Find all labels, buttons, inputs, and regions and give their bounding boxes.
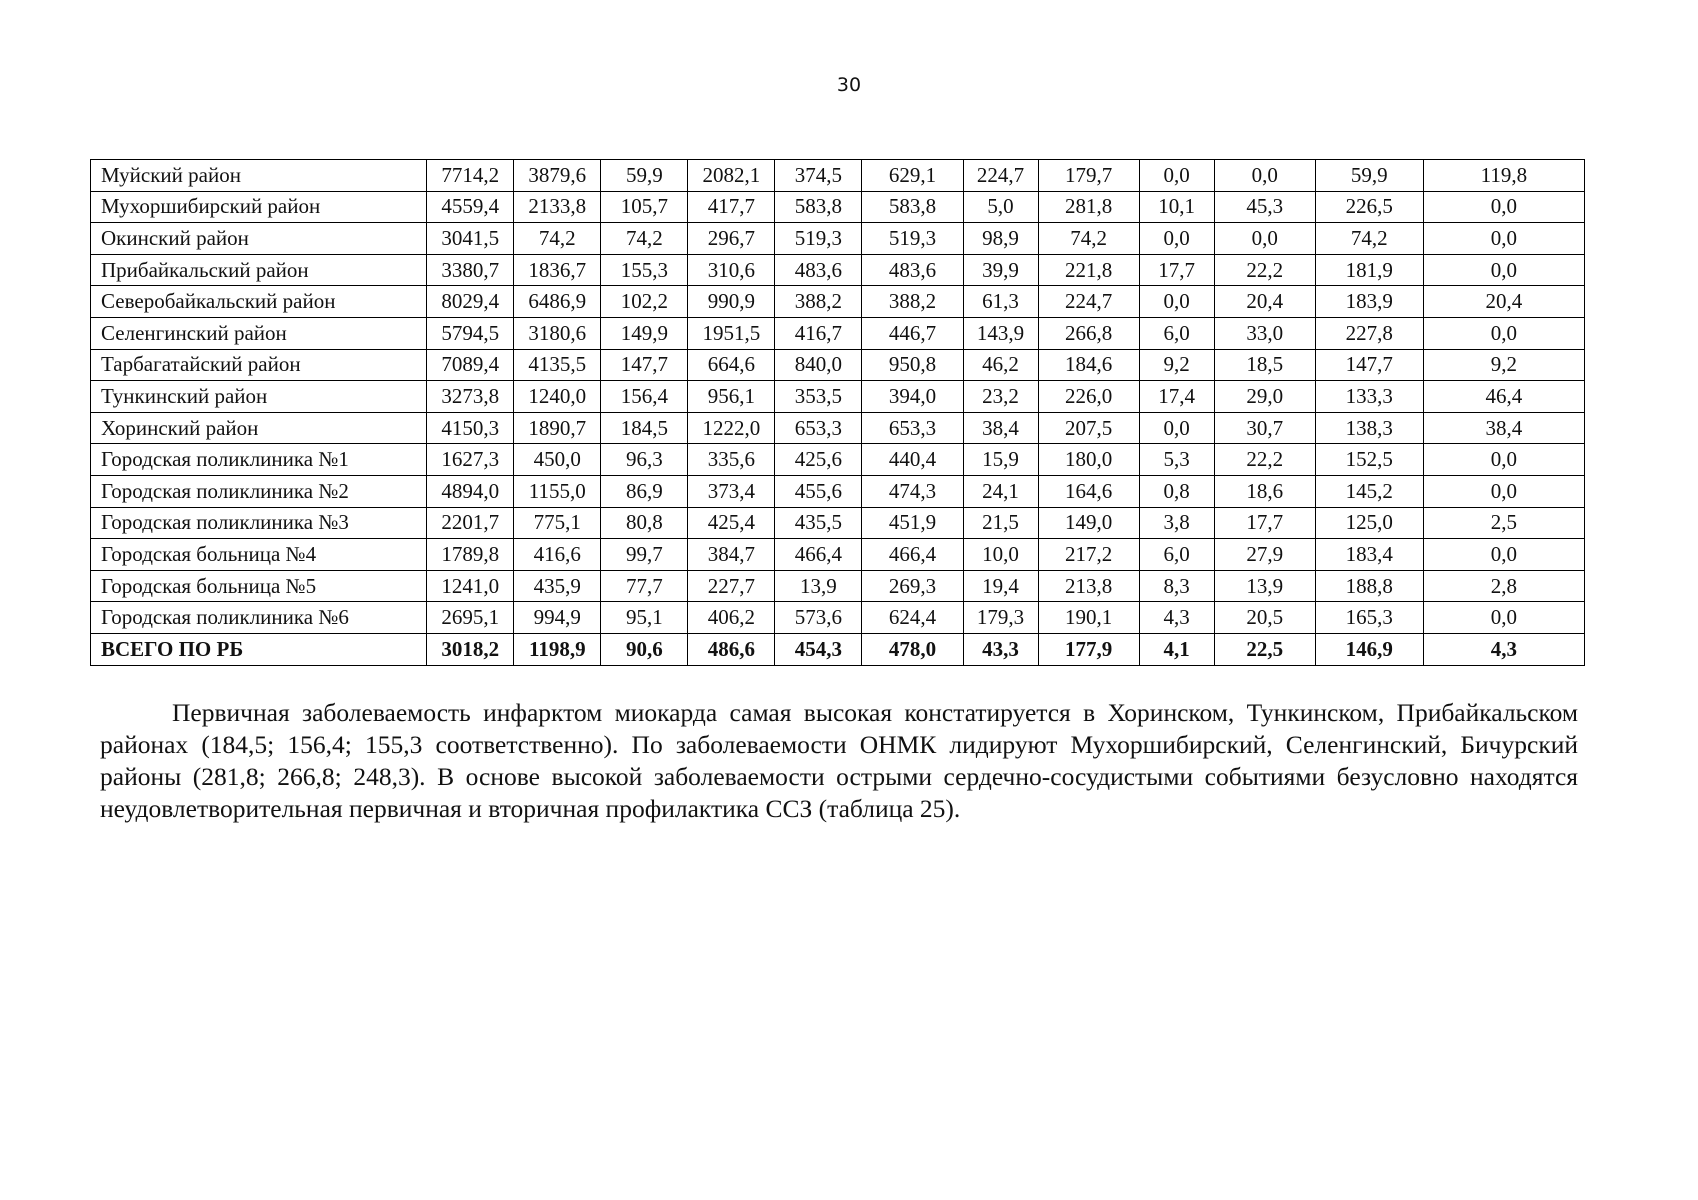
value-cell: 86,9 [601, 475, 688, 507]
value-cell: 994,9 [514, 602, 601, 634]
value-cell: 95,1 [601, 602, 688, 634]
value-cell: 156,4 [601, 381, 688, 413]
value-cell: 99,7 [601, 539, 688, 571]
total-name-cell: ВСЕГО ПО РБ [91, 633, 427, 665]
value-cell: 573,6 [775, 602, 862, 634]
value-cell: 221,8 [1038, 254, 1139, 286]
value-cell: 4135,5 [514, 349, 601, 381]
value-cell: 8,3 [1139, 570, 1214, 602]
value-cell: 147,7 [1315, 349, 1423, 381]
value-cell: 384,7 [688, 539, 775, 571]
value-cell: 119,8 [1423, 160, 1584, 192]
value-cell: 2082,1 [688, 160, 775, 192]
value-cell: 149,9 [601, 317, 688, 349]
value-cell: 9,2 [1423, 349, 1584, 381]
value-cell: 1155,0 [514, 475, 601, 507]
value-cell: 446,7 [862, 317, 963, 349]
value-cell: 224,7 [1038, 286, 1139, 318]
value-cell: 22,2 [1214, 444, 1315, 476]
value-cell: 3380,7 [427, 254, 514, 286]
value-cell: 2695,1 [427, 602, 514, 634]
value-cell: 147,7 [601, 349, 688, 381]
row-name-cell: Мухоршибирский район [91, 191, 427, 223]
value-cell: 20,4 [1214, 286, 1315, 318]
value-cell: 20,4 [1423, 286, 1584, 318]
value-cell: 138,3 [1315, 412, 1423, 444]
value-cell: 281,8 [1038, 191, 1139, 223]
value-cell: 664,6 [688, 349, 775, 381]
value-cell: 96,3 [601, 444, 688, 476]
value-cell: 474,3 [862, 475, 963, 507]
value-cell: 483,6 [775, 254, 862, 286]
total-value-cell: 454,3 [775, 633, 862, 665]
value-cell: 179,7 [1038, 160, 1139, 192]
value-cell: 1789,8 [427, 539, 514, 571]
value-cell: 990,9 [688, 286, 775, 318]
total-value-cell: 478,0 [862, 633, 963, 665]
value-cell: 10,1 [1139, 191, 1214, 223]
value-cell: 183,9 [1315, 286, 1423, 318]
value-cell: 425,6 [775, 444, 862, 476]
value-cell: 13,9 [775, 570, 862, 602]
value-cell: 466,4 [862, 539, 963, 571]
value-cell: 17,7 [1139, 254, 1214, 286]
value-cell: 388,2 [775, 286, 862, 318]
total-value-cell: 1198,9 [514, 633, 601, 665]
value-cell: 353,5 [775, 381, 862, 413]
table-total-row [91, 633, 1585, 665]
value-cell: 102,2 [601, 286, 688, 318]
value-cell: 17,7 [1214, 507, 1315, 539]
value-cell: 227,7 [688, 570, 775, 602]
total-value-cell: 3018,2 [427, 633, 514, 665]
value-cell: 0,0 [1214, 223, 1315, 255]
value-cell: 227,8 [1315, 317, 1423, 349]
value-cell: 406,2 [688, 602, 775, 634]
value-cell: 775,1 [514, 507, 601, 539]
value-cell: 3879,6 [514, 160, 601, 192]
value-cell: 2133,8 [514, 191, 601, 223]
total-value-cell: 22,5 [1214, 633, 1315, 665]
row-name-cell: Муйский район [91, 160, 427, 192]
value-cell: 0,0 [1139, 286, 1214, 318]
value-cell: 0,0 [1139, 412, 1214, 444]
value-cell: 335,6 [688, 444, 775, 476]
value-cell: 0,0 [1423, 475, 1584, 507]
value-cell: 61,3 [963, 286, 1038, 318]
table-row [91, 570, 1585, 602]
value-cell: 24,1 [963, 475, 1038, 507]
value-cell: 653,3 [775, 412, 862, 444]
value-cell: 1890,7 [514, 412, 601, 444]
value-cell: 435,5 [775, 507, 862, 539]
value-cell: 0,0 [1423, 223, 1584, 255]
total-value-cell: 4,1 [1139, 633, 1214, 665]
value-cell: 455,6 [775, 475, 862, 507]
value-cell: 46,4 [1423, 381, 1584, 413]
value-cell: 74,2 [601, 223, 688, 255]
value-cell: 38,4 [1423, 412, 1584, 444]
table-row [91, 160, 1585, 192]
value-cell: 133,3 [1315, 381, 1423, 413]
value-cell: 184,6 [1038, 349, 1139, 381]
value-cell: 3180,6 [514, 317, 601, 349]
value-cell: 1222,0 [688, 412, 775, 444]
total-value-cell: 146,9 [1315, 633, 1423, 665]
value-cell: 18,6 [1214, 475, 1315, 507]
value-cell: 45,3 [1214, 191, 1315, 223]
value-cell: 207,5 [1038, 412, 1139, 444]
value-cell: 956,1 [688, 381, 775, 413]
value-cell: 15,9 [963, 444, 1038, 476]
value-cell: 0,0 [1139, 223, 1214, 255]
value-cell: 0,0 [1423, 539, 1584, 571]
value-cell: 2,8 [1423, 570, 1584, 602]
table-row [91, 349, 1585, 381]
value-cell: 266,8 [1038, 317, 1139, 349]
value-cell: 181,9 [1315, 254, 1423, 286]
value-cell: 30,7 [1214, 412, 1315, 444]
value-cell: 269,3 [862, 570, 963, 602]
value-cell: 80,8 [601, 507, 688, 539]
value-cell: 77,7 [601, 570, 688, 602]
value-cell: 840,0 [775, 349, 862, 381]
value-cell: 145,2 [1315, 475, 1423, 507]
value-cell: 374,5 [775, 160, 862, 192]
value-cell: 466,4 [775, 539, 862, 571]
body-paragraph: Первичная заболеваемость инфарктом миокарда самая высокая констатируется в Хоринском, Тункинском, Прибайкальском районах (184,5; 156,4; 155,3 соответственно). По заболеваемости ОНМК лидируют Мухоршибирский, Селенгинский, Бичурский районы (281,8; 266,8; 248,3). В основе высокой заболеваемости острыми сердечно-сосудистыми событиями безусловно находятся неудовлетворительная первичная и вторичная профилактика ССЗ (таблица 25). [100, 698, 1578, 823]
value-cell: 74,2 [1315, 223, 1423, 255]
value-cell: 583,8 [862, 191, 963, 223]
total-value-cell: 43,3 [963, 633, 1038, 665]
value-cell: 653,3 [862, 412, 963, 444]
value-cell: 425,4 [688, 507, 775, 539]
value-cell: 3041,5 [427, 223, 514, 255]
row-name-cell: Городская больница №5 [91, 570, 427, 602]
value-cell: 13,9 [1214, 570, 1315, 602]
value-cell: 188,8 [1315, 570, 1423, 602]
value-cell: 0,0 [1423, 444, 1584, 476]
value-cell: 179,3 [963, 602, 1038, 634]
value-cell: 125,0 [1315, 507, 1423, 539]
value-cell: 3,8 [1139, 507, 1214, 539]
value-cell: 296,7 [688, 223, 775, 255]
value-cell: 59,9 [1315, 160, 1423, 192]
table-row [91, 602, 1585, 634]
value-cell: 184,5 [601, 412, 688, 444]
value-cell: 417,7 [688, 191, 775, 223]
value-cell: 59,9 [601, 160, 688, 192]
row-name-cell: Тарбагатайский район [91, 349, 427, 381]
value-cell: 183,4 [1315, 539, 1423, 571]
value-cell: 1241,0 [427, 570, 514, 602]
value-cell: 950,8 [862, 349, 963, 381]
value-cell: 165,3 [1315, 602, 1423, 634]
table-row [91, 191, 1585, 223]
value-cell: 23,2 [963, 381, 1038, 413]
value-cell: 7089,4 [427, 349, 514, 381]
value-cell: 4,3 [1139, 602, 1214, 634]
value-cell: 18,5 [1214, 349, 1315, 381]
table-row [91, 412, 1585, 444]
morbidity-table [90, 159, 1585, 666]
value-cell: 0,0 [1423, 602, 1584, 634]
table-row [91, 254, 1585, 286]
row-name-cell: Северобайкальский район [91, 286, 427, 318]
row-name-cell: Окинский район [91, 223, 427, 255]
value-cell: 152,5 [1315, 444, 1423, 476]
value-cell: 7714,2 [427, 160, 514, 192]
value-cell: 226,0 [1038, 381, 1139, 413]
value-cell: 143,9 [963, 317, 1038, 349]
value-cell: 388,2 [862, 286, 963, 318]
total-value-cell: 90,6 [601, 633, 688, 665]
value-cell: 1951,5 [688, 317, 775, 349]
value-cell: 10,0 [963, 539, 1038, 571]
page-number: 30 [836, 74, 862, 96]
row-name-cell: Хоринский район [91, 412, 427, 444]
total-value-cell: 486,6 [688, 633, 775, 665]
table-body [91, 160, 1585, 666]
value-cell: 9,2 [1139, 349, 1214, 381]
value-cell: 19,4 [963, 570, 1038, 602]
row-name-cell: Городская поликлиника №3 [91, 507, 427, 539]
value-cell: 624,4 [862, 602, 963, 634]
value-cell: 310,6 [688, 254, 775, 286]
value-cell: 4559,4 [427, 191, 514, 223]
value-cell: 74,2 [514, 223, 601, 255]
value-cell: 224,7 [963, 160, 1038, 192]
value-cell: 1240,0 [514, 381, 601, 413]
value-cell: 20,5 [1214, 602, 1315, 634]
value-cell: 38,4 [963, 412, 1038, 444]
row-name-cell: Городская больница №4 [91, 539, 427, 571]
value-cell: 394,0 [862, 381, 963, 413]
value-cell: 213,8 [1038, 570, 1139, 602]
value-cell: 33,0 [1214, 317, 1315, 349]
value-cell: 6,0 [1139, 539, 1214, 571]
value-cell: 0,0 [1139, 160, 1214, 192]
value-cell: 164,6 [1038, 475, 1139, 507]
value-cell: 46,2 [963, 349, 1038, 381]
row-name-cell: Тункинский район [91, 381, 427, 413]
value-cell: 519,3 [775, 223, 862, 255]
value-cell: 416,7 [775, 317, 862, 349]
value-cell: 74,2 [1038, 223, 1139, 255]
value-cell: 1627,3 [427, 444, 514, 476]
value-cell: 629,1 [862, 160, 963, 192]
value-cell: 1836,7 [514, 254, 601, 286]
value-cell: 435,9 [514, 570, 601, 602]
value-cell: 105,7 [601, 191, 688, 223]
value-cell: 2,5 [1423, 507, 1584, 539]
value-cell: 190,1 [1038, 602, 1139, 634]
table-row [91, 286, 1585, 318]
value-cell: 180,0 [1038, 444, 1139, 476]
value-cell: 17,4 [1139, 381, 1214, 413]
value-cell: 0,0 [1423, 254, 1584, 286]
value-cell: 483,6 [862, 254, 963, 286]
table-row [91, 507, 1585, 539]
value-cell: 6,0 [1139, 317, 1214, 349]
value-cell: 3273,8 [427, 381, 514, 413]
value-cell: 440,4 [862, 444, 963, 476]
row-name-cell: Городская поликлиника №2 [91, 475, 427, 507]
value-cell: 29,0 [1214, 381, 1315, 413]
value-cell: 6486,9 [514, 286, 601, 318]
value-cell: 5794,5 [427, 317, 514, 349]
total-value-cell: 177,9 [1038, 633, 1139, 665]
value-cell: 0,0 [1423, 191, 1584, 223]
table-row [91, 223, 1585, 255]
value-cell: 5,3 [1139, 444, 1214, 476]
table-row [91, 475, 1585, 507]
table-row [91, 444, 1585, 476]
total-value-cell: 4,3 [1423, 633, 1584, 665]
value-cell: 22,2 [1214, 254, 1315, 286]
value-cell: 5,0 [963, 191, 1038, 223]
table-row [91, 381, 1585, 413]
value-cell: 0,0 [1423, 317, 1584, 349]
value-cell: 98,9 [963, 223, 1038, 255]
value-cell: 0,0 [1214, 160, 1315, 192]
row-name-cell: Городская поликлиника №6 [91, 602, 427, 634]
value-cell: 0,8 [1139, 475, 1214, 507]
value-cell: 149,0 [1038, 507, 1139, 539]
value-cell: 217,2 [1038, 539, 1139, 571]
value-cell: 39,9 [963, 254, 1038, 286]
value-cell: 21,5 [963, 507, 1038, 539]
value-cell: 519,3 [862, 223, 963, 255]
value-cell: 4894,0 [427, 475, 514, 507]
value-cell: 450,0 [514, 444, 601, 476]
row-name-cell: Городская поликлиника №1 [91, 444, 427, 476]
row-name-cell: Селенгинский район [91, 317, 427, 349]
value-cell: 155,3 [601, 254, 688, 286]
table-row [91, 317, 1585, 349]
value-cell: 2201,7 [427, 507, 514, 539]
value-cell: 416,6 [514, 539, 601, 571]
value-cell: 4150,3 [427, 412, 514, 444]
value-cell: 226,5 [1315, 191, 1423, 223]
value-cell: 27,9 [1214, 539, 1315, 571]
value-cell: 8029,4 [427, 286, 514, 318]
value-cell: 373,4 [688, 475, 775, 507]
value-cell: 583,8 [775, 191, 862, 223]
row-name-cell: Прибайкальский район [91, 254, 427, 286]
value-cell: 451,9 [862, 507, 963, 539]
table-row [91, 539, 1585, 571]
